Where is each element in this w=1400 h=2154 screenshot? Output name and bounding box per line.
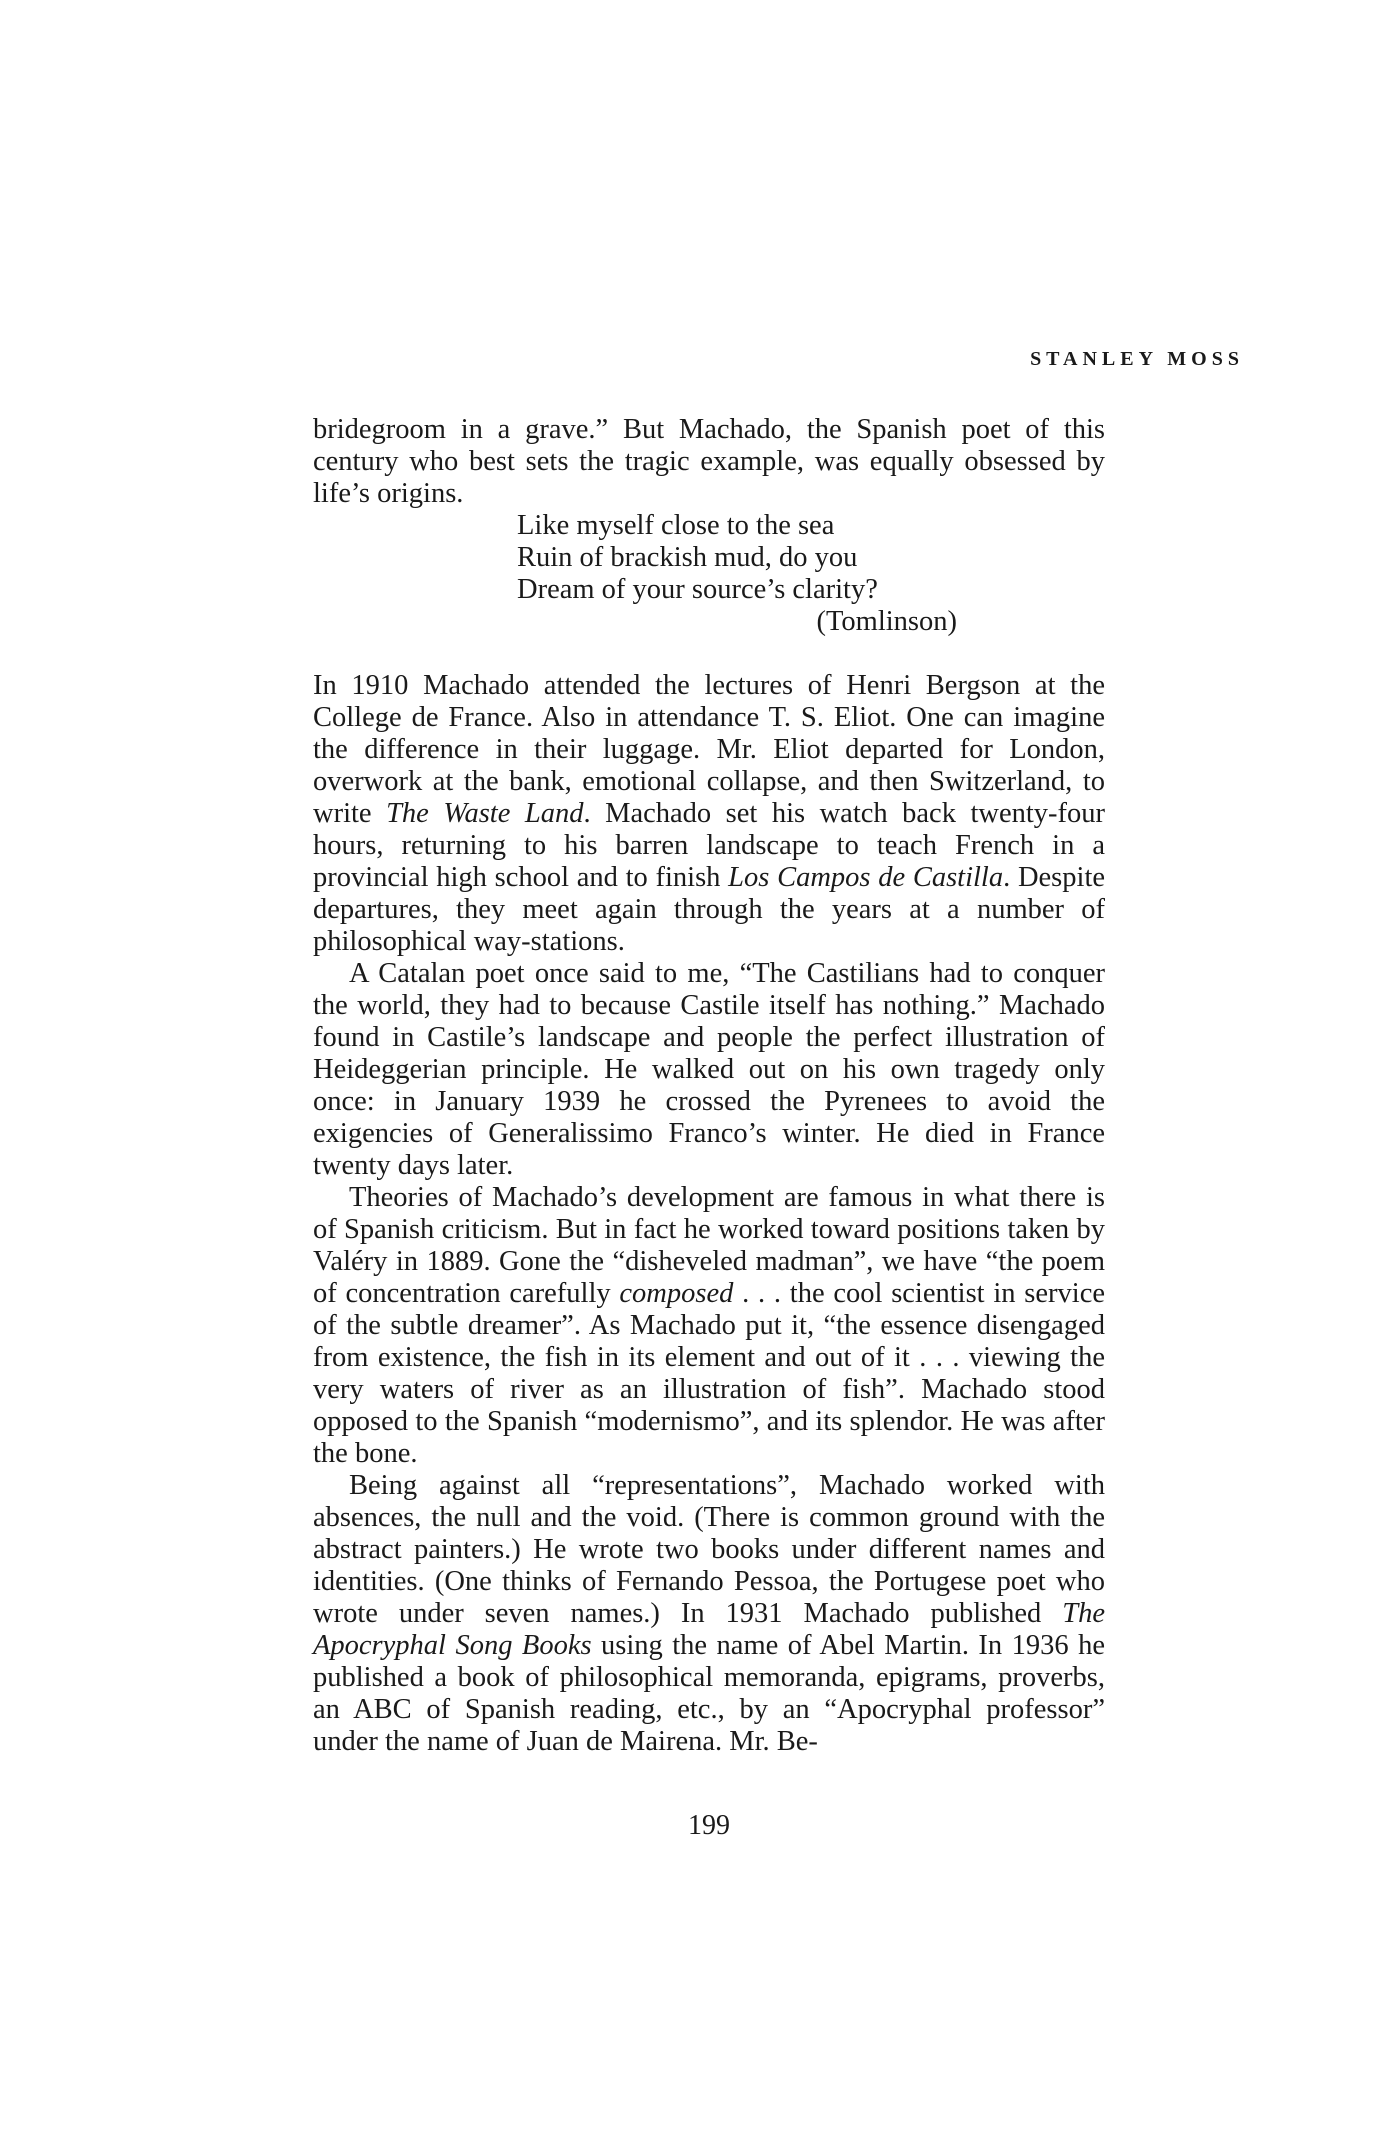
text-run: . . . the cool scientist in service of the subtle dreamer”. As Machado put it, “the essence disengaged from existence, the fish in its element and out of it . . . viewing the very waters of river as an illustration of fish”. Machado stood opposed to the Spanish “modernismo”, and its splendor. He was after the bone. <box>313 1278 1105 1469</box>
text-run: using the name of Abel Martin. In 1936 he published a book of philosophical memoranda, epigrams, proverbs, an ABC of Spanish reading, etc., by an “Apocryphal professor” under the name of Juan de Mairena. Mr. Be- <box>313 1630 1105 1757</box>
paragraph-1 <box>313 670 1105 958</box>
text-run: . Despite departures, they meet again through the years at a number of philosophical way-stations. <box>313 862 1106 957</box>
page-number: 199 <box>688 1810 730 1841</box>
running-head: STANLEY MOSS <box>1030 348 1244 370</box>
poem-line: Dream of your source’s clarity? <box>517 574 878 605</box>
paragraph-4 <box>313 1470 1105 1758</box>
poem-line: Like myself close to the sea <box>517 510 835 541</box>
text-run: Theories of Machado’s development are famous in what there is of Spanish criticism. But in fact he worked toward positions taken by Valéry in 1889. Gone the “disheveled madman”, we have “the poem of concentration carefully <box>313 1182 1105 1309</box>
poem-attribution: (Tomlinson) <box>816 606 957 637</box>
paragraph-2 <box>313 958 1105 1182</box>
opening-paragraph <box>313 414 1105 510</box>
text-run: In 1910 Machado attended the lectures of Henri Bergson at the College de France. Also in attendance T. S. Eliot. One can imagine the difference in their luggage. Mr. Eliot departed for London, overwork at the bank, emotional collapse, and then Switzerland, to write <box>313 670 1105 829</box>
poem-line: Ruin of brackish mud, do you <box>517 542 858 573</box>
book-title: The Apocryphal Song Books <box>313 1598 1105 1661</box>
paragraph-3 <box>313 1182 1105 1470</box>
poem-quotation <box>517 510 957 638</box>
text-run: Being against all “representations”, Machado worked with absences, the null and the void. (There is common ground with the abstract painters.) He wrote two books under different names and identities. (One thinks of Fernando Pessoa, the Portugese poet who wrote under seven names.) In 1931 Machado published <box>313 1470 1105 1629</box>
text-run: A Catalan poet once said to me, “The Castilians had to conquer the world, they had to because Castile itself has nothing.” Machado found in Castile’s landscape and people the perfect illustration of Heideggerian principle. He walked out on his own tragedy only once: in January 1939 he crossed the Pyrenees to avoid the exigencies of Generalissimo Franco’s winter. He died in France twenty days later. <box>313 958 1105 1181</box>
text-run: . Machado set his watch back twenty-four hours, returning to his barren landscape to teach French in a provincial high school and to finish <box>313 798 1105 893</box>
book-title: Los Campos de Castilla <box>728 862 1004 893</box>
emphasis: composed <box>619 1278 734 1309</box>
body-text <box>313 670 1105 1758</box>
paragraph-text: bridegroom in a grave.” But Machado, the Spanish poet of this century who best sets the tragic example, was equally obsessed by life’s origins. <box>313 414 1105 509</box>
book-title: The Waste Land <box>386 798 584 829</box>
